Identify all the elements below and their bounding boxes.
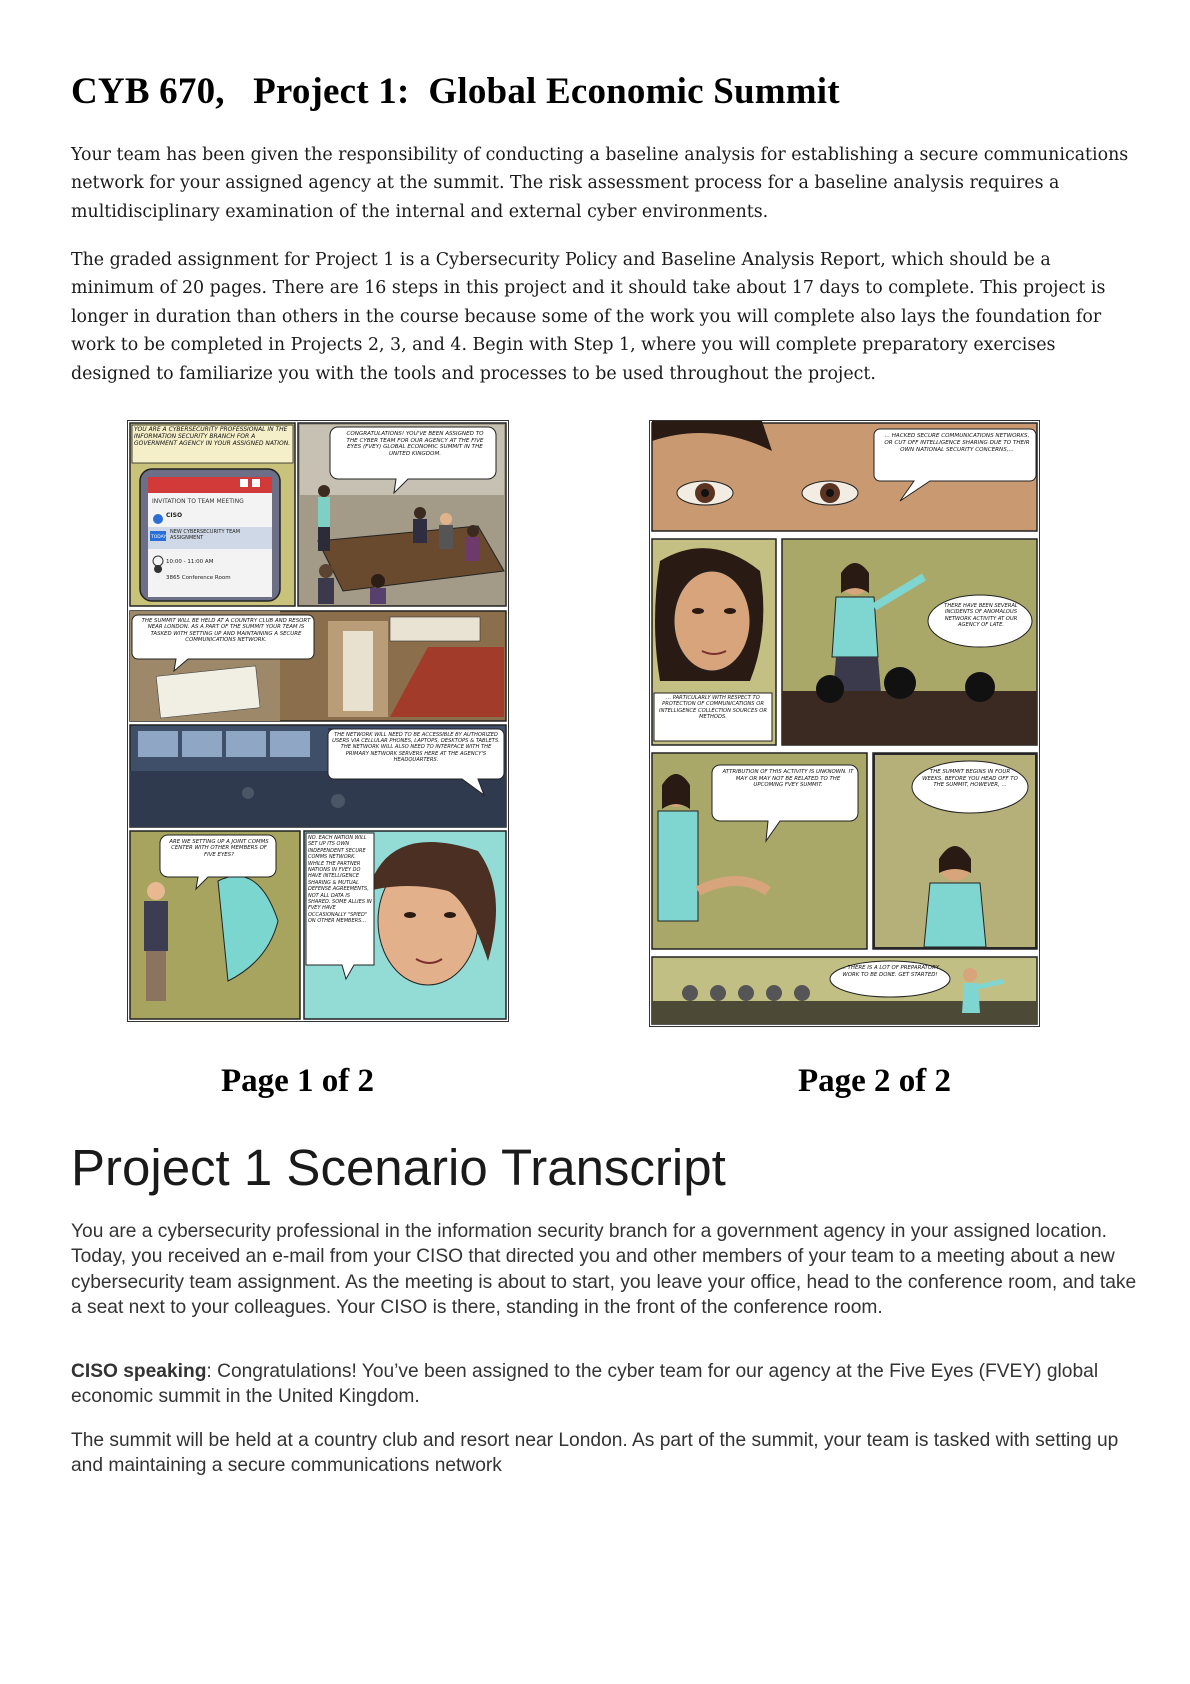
comic1-panel-resort <box>130 611 506 721</box>
comic1-caption-2: CONGRATULATIONS! YOU'VE BEEN ASSIGNED TO THE CYBER TEAM FOR OUR AGENCY AT THE FIVE EYES (FVEY) GLOBAL ECONOMIC SUMMIT IN THE UNITED KINGDOM. <box>346 431 484 457</box>
comic2-panel-attribution <box>652 753 867 949</box>
avatar <box>153 514 163 524</box>
intro-paragraph-1: Your team has been given the responsibility of conducting a baseline analysis for establishing a secure communications network for your assigned agency at the summit. The risk assessment process for a baseline analysis requires a multidisciplinary examination of the internal and external cyber environments. <box>71 145 1129 222</box>
phone-from: CISO <box>166 512 183 519</box>
comic1-panel-phone <box>130 423 295 606</box>
comic2-caption-4: ATTRIBUTION OF THIS ACTIVITY IS UNKNOWN. IT MAY OR MAY NOT BE RELATED TO THE UPCOMING FVEY SUMMIT. <box>722 769 854 789</box>
phone-subject: NEW CYBERSECURITY TEAM ASSIGNMENT <box>170 529 241 541</box>
comic1-caption-5: ARE WE SETTING UP A JOINT COMMS CENTER WITH OTHER MEMBERS OF FIVE EYES? <box>169 839 269 858</box>
phone-room: 3865 Conference Room <box>166 575 231 581</box>
comic-page-2 <box>649 420 1040 1027</box>
comic2-caption-3: THERE HAVE BEEN SEVERAL INCIDENTS OF ANOMALOUS NETWORK ACTIVITY AT OUR AGENCY OF LATE. <box>944 603 1018 629</box>
comic2-panel-get-started <box>652 957 1037 1024</box>
phone-header: INVITATION TO TEAM MEETING <box>152 498 244 505</box>
comic2-caption-1: ... HACKED SECURE COMMUNICATIONS NETWORKS, OR CUT OFF INTELLIGENCE SHARING DUE TO THEIR OWN NATIONAL SECURITY CONCERNS,... <box>884 433 1030 453</box>
comic-page-2-label: Page 2 of 2 <box>798 1063 952 1099</box>
comic1-panel-conference-room <box>298 423 506 606</box>
comic1-panel-answer <box>304 831 506 1019</box>
intro-paragraph-2: The graded assignment for Project 1 is a Cybersecurity Policy and Baseline Analysis Report, which should be a minimum of 20 pages. There are 16 steps in this project and it should take about 17 days to complete. This project is longer in duration than others in the course because some of the work you will complete also lays the foundation for work to be completed in Projects 2, 3, and 4. Begin with Step 1, where you will complete preparatory exercises designed to familiarize you with the tools and processes to be used throughout the project. <box>71 250 1106 384</box>
comic1-panel-ops-center <box>130 725 506 827</box>
comic1-caption-3: THE SUMMIT WILL BE HELD AT A COUNTRY CLUB AND RESORT NEAR LONDON. AS A PART OF THE SUMMIT YOUR TEAM IS TASKED WITH SETTING UP AND MAINTAINING A SECURE COMMUNICATIONS NETWORK. <box>141 618 311 644</box>
comic1-caption-1: YOU ARE A CYBERSECURITY PROFESSIONAL IN THE INFORMATION SECURITY BRANCH FOR A GOVERNMENT AGENCY IN YOUR ASSIGNED NATION. <box>134 426 291 447</box>
speaker-speech: : Congratulations! You’ve been assigned to the cyber team for our agency at the Five Eyes (FVEY) global economic summit in the United Kingdom. <box>71 1361 1099 1408</box>
document-title: CYB 670, Project 1: Global Economic Summit <box>71 71 840 112</box>
comic1-caption-4: THE NETWORK WILL NEED TO BE ACCESSIBLE BY AUTHORIZED USERS VIA CELLULAR PHONES, LAPTOPS, DESKTOPS & TABLETS. THE NETWORK WILL ALSO NEED TO INTERFACE WITH THE PRIMARY NETWORK SERVERS HERE AT THE AGENCY'S HEADQUARTERS. <box>332 732 500 763</box>
transcript-paragraph-1: You are a cybersecurity professional in the information security branch for a government agency in your assigned location. Today, you received an e-mail from your CISO that directed you and other members of your team to a meeting about a new cybersecurity team assignment. As the meeting is about to start, you leave your office, head to the conference room, and take a seat next to your colleagues. Your CISO is there, standing in the front of the conference room. <box>71 1221 1137 1319</box>
phone-today: TODAY <box>151 535 167 540</box>
comic2-panel-eyes <box>652 421 1037 531</box>
speaker-label: CISO speaking <box>71 1361 207 1382</box>
transcript-title: Project 1 Scenario Transcript <box>71 1139 726 1196</box>
comic2-caption-6: ... THERE IS A LOT OF PREPARATORY WORK TO BE DONE. GET STARTED! <box>840 965 940 978</box>
transcript-paragraph-2 <box>71 1359 1141 1410</box>
comic2-panel-presenter <box>782 539 1037 745</box>
comic2-caption-2: ... PARTICULARLY WITH RESPECT TO PROTECTION OF COMMUNICATIONS OR INTELLIGENCE COLLECTION SOURCES OR METHODS. <box>659 695 767 721</box>
comic2-panel-timeline <box>873 753 1037 949</box>
phone-time: 10:00 - 11:00 AM <box>166 559 214 565</box>
comic2-panel-face <box>652 539 776 745</box>
comic2-caption-5: THE SUMMIT BEGINS IN FOUR WEEKS. BEFORE YOU HEAD OFF TO THE SUMMIT, HOWEVER, ... <box>922 769 1018 789</box>
comic1-caption-6: NO. EACH NATION WILL SET UP ITS OWN INDEPENDENT SECURE COMMS NETWORK. WHILE THE PARTNER NATIONS IN FVEY DO HAVE INTELLIGENCE SHARING & MUTUAL DEFENSE AGREEMENTS, NOT ALL DATA IS SHARED. SOME ALLIES IN FVEY HAVE OCCASIONALLY "SPIED" ON OTHER MEMBERS... <box>308 835 372 925</box>
comic1-panel-question <box>130 831 300 1019</box>
transcript-paragraph-3: The summit will be held at a country club and resort near London. As part of the summit, your team is tasked with setting up and maintaining a secure communications network <box>71 1430 1119 1477</box>
comic-page-1 <box>127 420 509 1022</box>
comic-page-1-label: Page 1 of 2 <box>221 1063 375 1099</box>
